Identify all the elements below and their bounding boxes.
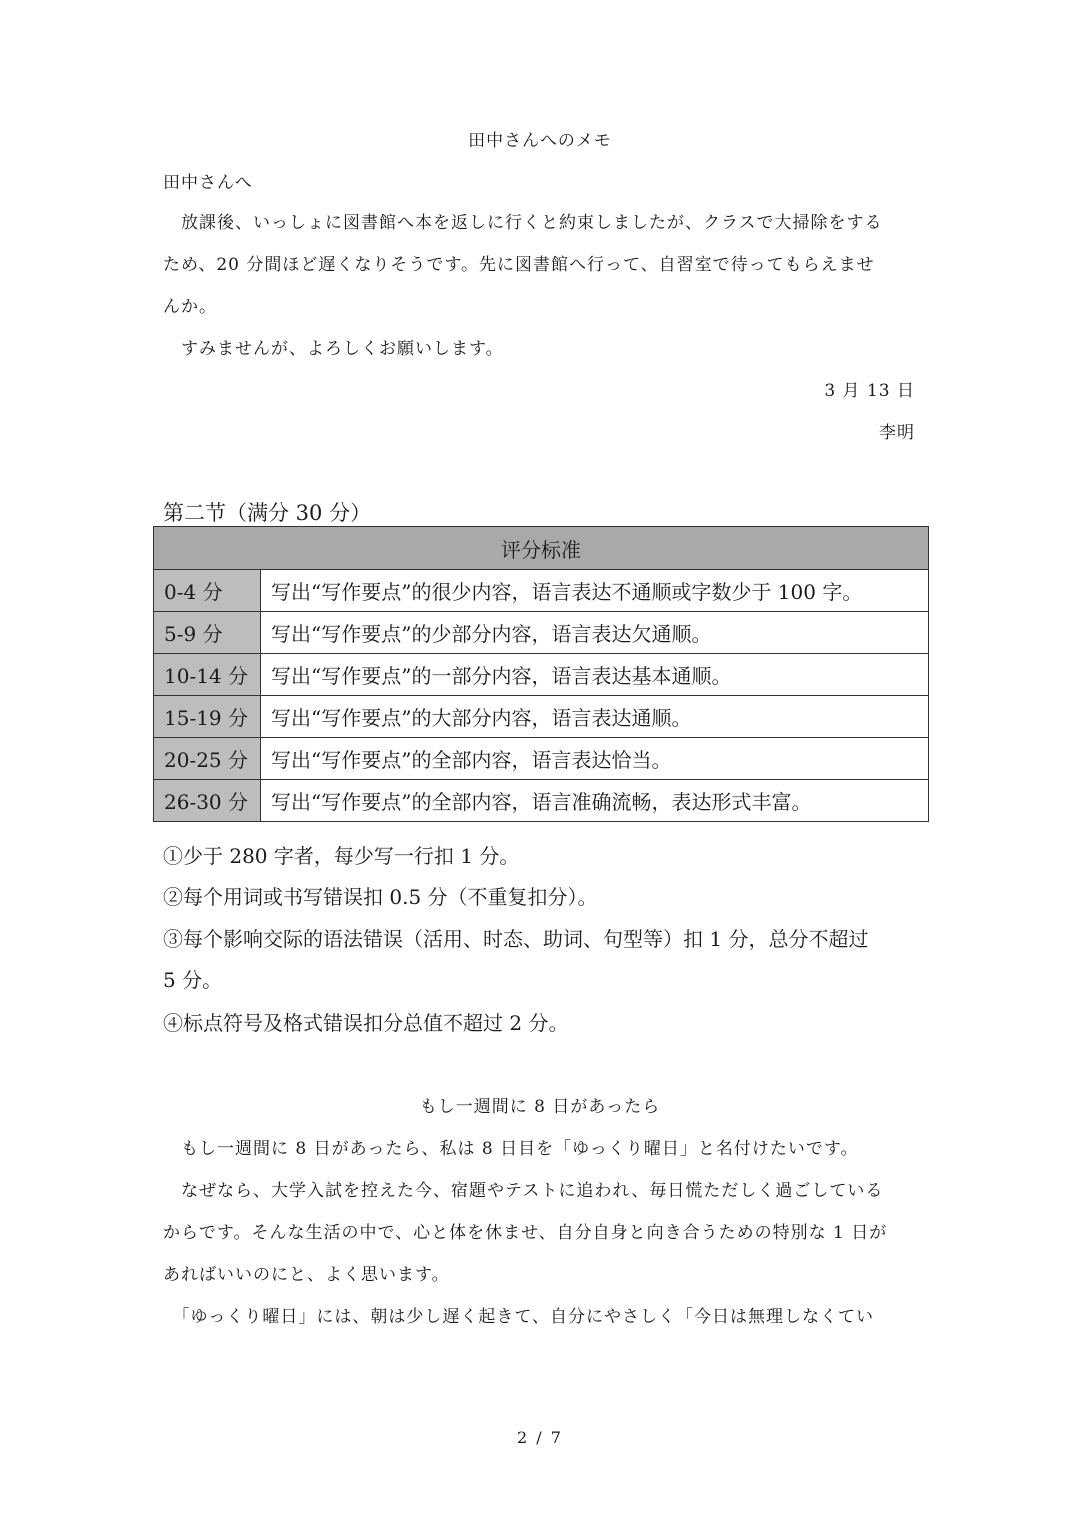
memo-signature: 李明 xyxy=(879,423,915,443)
memo-body-line: ため、20 分間ほど遅くなりそうです。先に図書館へ行って、自習室で待ってもらえませ xyxy=(163,255,875,275)
deduction-note: ①少于 280 字者，每少写一行扣 1 分。 xyxy=(163,844,520,868)
essay-line: なぜなら、大学入試を控えた今、宿題やテストに追われ、毎日慌ただしく過ごしている xyxy=(163,1181,884,1201)
essay-line: 「ゆっくり曜日」には、朝は少し遅く起きて、自分にやさしく「今日は無理しなくてい xyxy=(163,1307,874,1327)
rubric-header-row xyxy=(154,527,929,570)
deduction-note: ②每个用词或书写错误扣 0.5 分（不重复扣分）。 xyxy=(163,885,598,909)
rubric-score: 10-14 分 xyxy=(154,654,261,696)
memo-title: 田中さんへのメモ xyxy=(468,131,612,151)
rubric-header: 评分标准 xyxy=(154,527,929,570)
table-row xyxy=(154,612,929,654)
memo-date: 3 月 13 日 xyxy=(824,381,915,401)
essay-line: からです。そんな生活の中で、心と体を休ませ、自分自身と向き合うための特別な 1 日が xyxy=(163,1223,888,1243)
table-row xyxy=(154,654,929,696)
rubric-description: 写出“写作要点”的一部分内容，语言表达基本通顺。 xyxy=(261,654,929,696)
essay-line: あればいいのにと、よく思います。 xyxy=(163,1265,450,1285)
table-row xyxy=(154,696,929,738)
section-title: 第二节（满分 30 分） xyxy=(163,501,372,525)
rubric-description: 写出“写作要点”的少部分内容，语言表达欠通顺。 xyxy=(261,612,929,654)
rubric-score: 5-9 分 xyxy=(154,612,261,654)
memo-body-line: んか。 xyxy=(163,297,217,317)
rubric-description: 写出“写作要点”的全部内容，语言表达恰当。 xyxy=(261,738,929,780)
deduction-note-continued: 5 分。 xyxy=(163,968,223,992)
page-number: 2 / 7 xyxy=(517,1428,563,1447)
memo-body-line: すみませんが、よろしくお願いします。 xyxy=(163,339,504,359)
rubric-description: 写出“写作要点”的很少内容，语言表达不通顺或字数少于 100 字。 xyxy=(261,570,929,612)
rubric-description: 写出“写作要点”的全部内容，语言准确流畅，表达形式丰富。 xyxy=(261,780,929,822)
rubric-description: 写出“写作要点”的大部分内容，语言表达通顺。 xyxy=(261,696,929,738)
rubric-score: 26-30 分 xyxy=(154,780,261,822)
deduction-note: ④标点符号及格式错误扣分总值不超过 2 分。 xyxy=(163,1011,569,1035)
table-row xyxy=(154,570,929,612)
memo-body-line: 放課後、いっしょに図書館へ本を返しに行くと約束しましたが、クラスで大掃除をする xyxy=(163,213,883,233)
table-row xyxy=(154,738,929,780)
rubric-score: 20-25 分 xyxy=(154,738,261,780)
table-row xyxy=(154,780,929,822)
deduction-note: ③每个影响交际的语法错误（活用、时态、助词、句型等）扣 1 分，总分不超过 xyxy=(163,927,869,951)
memo-recipient: 田中さんへ xyxy=(163,173,253,193)
essay-line: もし一週間に 8 日があったら、私は 8 日目を「ゆっくり曜日」と名付けたいです。 xyxy=(163,1139,859,1159)
rubric-score: 15-19 分 xyxy=(154,696,261,738)
rubric-table xyxy=(153,526,929,822)
essay-title: もし一週間に 8 日があったら xyxy=(419,1097,661,1117)
rubric-score: 0-4 分 xyxy=(154,570,261,612)
